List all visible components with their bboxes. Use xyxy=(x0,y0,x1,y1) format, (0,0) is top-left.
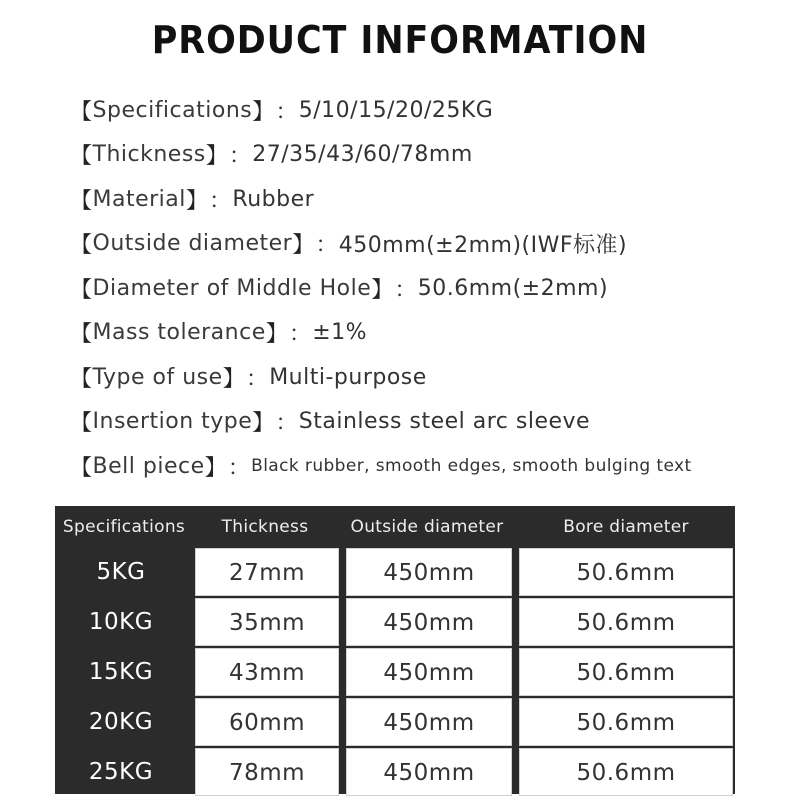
thickness-cell: 43mm xyxy=(195,648,339,696)
header-outside-diameter: Outside diameter xyxy=(350,517,504,537)
spec-table xyxy=(55,506,735,794)
outside-diameter-cell: 450mm xyxy=(346,598,512,646)
spec-row-thickness xyxy=(70,133,790,178)
table-header xyxy=(55,506,735,548)
header-specifications: Specifications xyxy=(62,517,186,537)
spec-row-type-of-use xyxy=(70,355,790,400)
close-bracket: 】 xyxy=(185,188,209,214)
thickness-cell: 27mm xyxy=(195,548,339,596)
bore-diameter-cell: 50.6mm xyxy=(519,698,733,746)
table-row xyxy=(55,598,735,648)
spec-row-material xyxy=(70,177,790,222)
spec-row-bell-piece xyxy=(70,444,790,489)
spec-label: Diameter of Middle Hole xyxy=(92,275,372,301)
spec-label: Thickness xyxy=(92,142,206,168)
row-spec-cell: 25KG xyxy=(88,759,154,785)
separator: ： xyxy=(227,455,251,481)
table-row xyxy=(55,648,735,698)
spec-row-specifications xyxy=(70,88,790,133)
close-bracket: 】 xyxy=(252,99,275,125)
header-bore-diameter: Bore diameter xyxy=(563,517,689,537)
thickness-cell: 35mm xyxy=(195,598,339,646)
spec-value: Stainless steel arc sleeve xyxy=(298,409,591,435)
outside-diameter-cell: 450mm xyxy=(346,698,512,746)
thickness-cell: 78mm xyxy=(195,748,339,796)
table-row xyxy=(55,548,735,598)
row-spec-cell: 10KG xyxy=(88,609,154,635)
open-bracket: 【 xyxy=(70,144,93,170)
spec-list xyxy=(70,88,790,489)
open-bracket: 【 xyxy=(70,277,93,303)
spec-label: Bell piece xyxy=(92,453,205,479)
spec-label: Mass tolerance xyxy=(92,320,266,346)
spec-label: Outside diameter xyxy=(92,231,293,257)
spec-value: 450mm(±2mm)(IWF标准) xyxy=(338,233,628,259)
spec-value: 50.6mm(±2mm) xyxy=(417,275,609,301)
spec-row-insertion-type xyxy=(70,400,790,445)
table-row xyxy=(55,698,735,748)
spec-value: 27/35/43/60/78mm xyxy=(252,142,473,168)
open-bracket: 【 xyxy=(70,233,93,259)
open-bracket: 【 xyxy=(70,366,93,392)
close-bracket: 】 xyxy=(222,366,246,392)
outside-diameter-cell: 450mm xyxy=(346,648,512,696)
spec-label: Material xyxy=(92,186,186,212)
row-spec-cell: 20KG xyxy=(88,709,154,735)
spec-row-mass-tolerance xyxy=(70,311,790,356)
open-bracket: 【 xyxy=(70,322,93,348)
separator: ： xyxy=(245,366,269,392)
spec-label: Insertion type xyxy=(92,409,253,435)
bore-diameter-cell: 50.6mm xyxy=(519,548,733,596)
separator: ： xyxy=(209,188,232,214)
spec-value: ±1% xyxy=(312,320,368,346)
close-bracket: 】 xyxy=(265,322,289,348)
row-spec-cell: 5KG xyxy=(96,559,146,585)
close-bracket: 】 xyxy=(252,411,275,437)
close-bracket: 】 xyxy=(371,277,394,303)
separator: ： xyxy=(275,99,298,125)
spec-label: Type of use xyxy=(92,364,223,390)
close-bracket: 】 xyxy=(204,455,228,481)
outside-diameter-cell: 450mm xyxy=(346,748,512,796)
header-thickness: Thickness xyxy=(221,517,309,537)
row-spec-cell: 15KG xyxy=(88,659,154,685)
open-bracket: 【 xyxy=(70,411,93,437)
separator: ： xyxy=(288,322,312,348)
spec-value: Multi-purpose xyxy=(269,364,427,390)
spec-value: Black rubber, smooth edges, smooth bulging text xyxy=(251,456,692,477)
separator: ： xyxy=(229,144,252,170)
open-bracket: 【 xyxy=(70,455,93,481)
spec-value: 5/10/15/20/25KG xyxy=(298,97,494,123)
spec-row-outside-diameter xyxy=(70,222,790,267)
bore-diameter-cell: 50.6mm xyxy=(519,748,733,796)
close-bracket: 】 xyxy=(292,233,315,259)
bore-diameter-cell: 50.6mm xyxy=(519,598,733,646)
close-bracket: 】 xyxy=(205,144,229,170)
spec-value: Rubber xyxy=(232,186,315,212)
open-bracket: 【 xyxy=(70,188,93,214)
separator: ： xyxy=(315,233,338,259)
thickness-cell: 60mm xyxy=(195,698,339,746)
spec-label: Specifications xyxy=(92,97,253,123)
separator: ： xyxy=(275,411,299,437)
page-title: PRODUCT INFORMATION xyxy=(151,18,649,62)
separator: ： xyxy=(394,277,417,303)
outside-diameter-cell: 450mm xyxy=(346,548,512,596)
open-bracket: 【 xyxy=(70,99,93,125)
bore-diameter-cell: 50.6mm xyxy=(519,648,733,696)
spec-row-middle-hole xyxy=(70,266,790,311)
table-row xyxy=(55,748,735,798)
